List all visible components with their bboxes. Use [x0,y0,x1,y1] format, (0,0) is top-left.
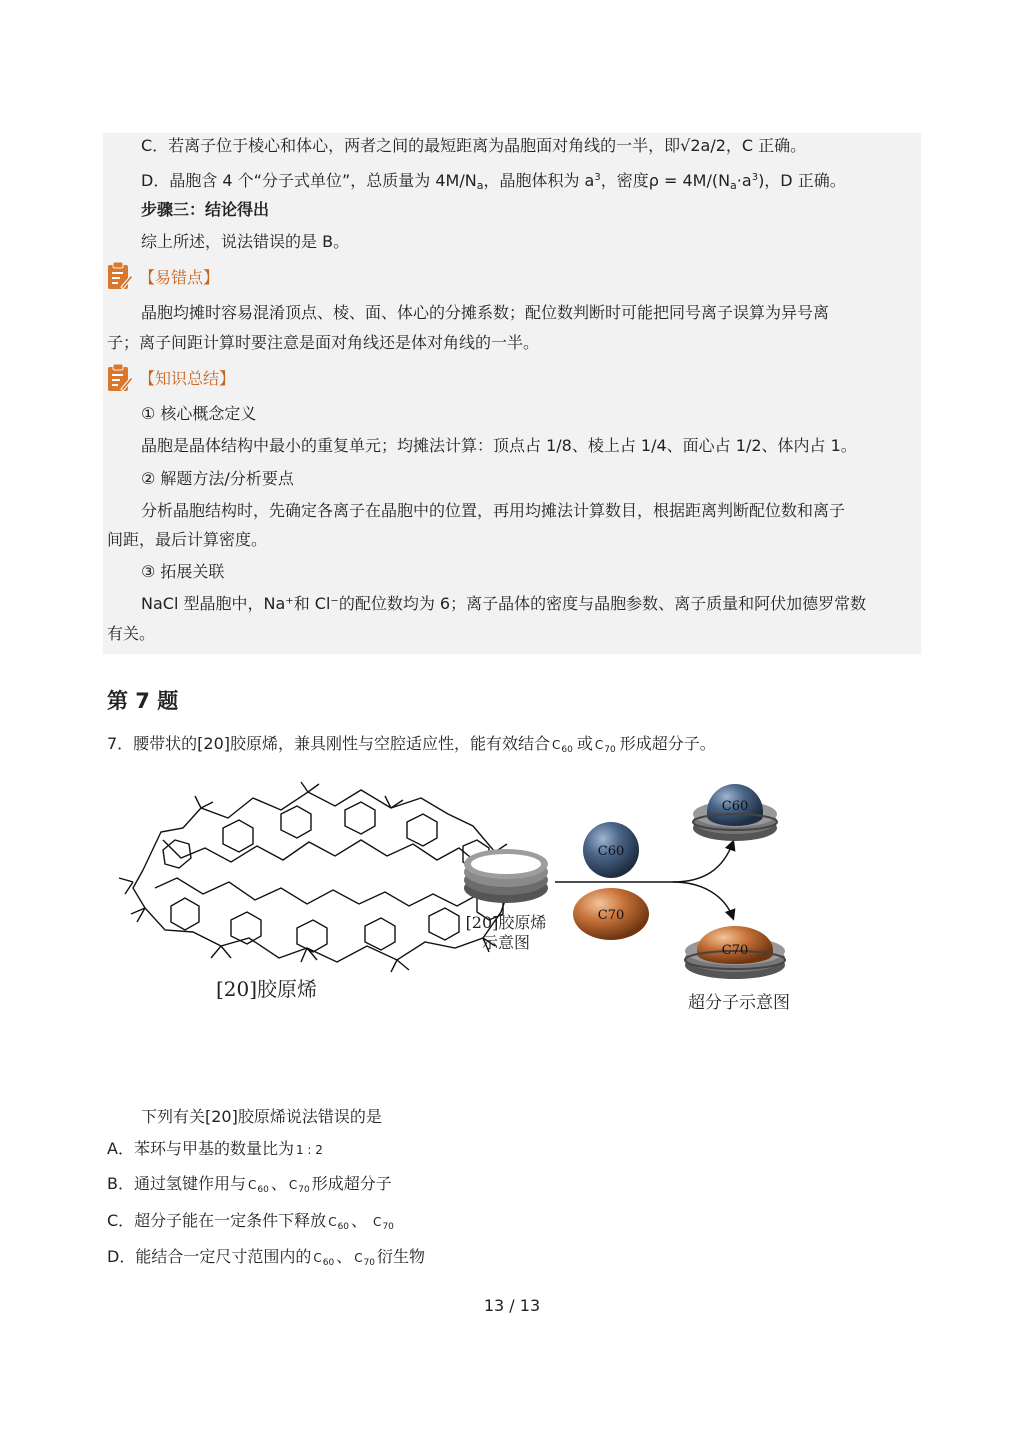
collarene-figure [103,770,833,1025]
option-a: A．苯环与甲基的数量比为 1 : 2 [107,1139,323,1158]
option-c: C．超分子能在一定条件下释放 C60 、 C70 [107,1211,394,1232]
svg-text:C60: C60 [721,799,749,814]
ring-caption-line-1: [20]胶原烯 [465,913,547,932]
pitfall-line-2: 子；离子间距计算时要注意是面对角线还是体对角线的一半。 [107,333,540,352]
question-title: 第 7 题 [107,689,179,713]
option-b: B．通过氢键作用与 C60 、 C70 形成超分子 [107,1174,392,1195]
arrow-to-c70-complex [673,882,733,918]
question-stem: 7．腰带状的[20]胶原烯，兼具刚性与空腔适应性，能有效结合 C60 或 C70 形成超分子。 [107,734,716,755]
option-d-analysis: D．晶胞含 4 个“分子式单位”，总质量为 $4M/N_a$，晶胞体积为 $a^3$，密度$\rho = 4M/(N_a\cdot a^3)$，D 正确。 [141,171,846,192]
pitfall-line-1: 晶胞均摊时容易混淆顶点、棱、面、体心的分摊系数；配位数判断时可能把同号离子误算为异号离 [141,303,830,322]
c70-ball-label: C70 [597,908,625,923]
conclusion-text: 综上所述，说法错误的是 B。 [141,232,350,251]
step3-title: 步骤三：结论得出 [141,200,270,219]
page-number: 13 / 13 [483,1296,541,1315]
clipboard-edit-icon [106,261,134,291]
svg-text:C70: C70 [721,943,749,958]
question-prompt: 下列有关[20]胶原烯说法错误的是 [141,1107,382,1126]
summary-paragraph-1: 晶胞是晶体结构中最小的重复单元；均摊法计算：顶点占 1/8、棱上占 1/4、面心占 1/2、体内占 1。 [141,436,857,455]
summary-label: 【知识总结】 [139,369,236,388]
collarene-caption: [20]胶原烯 [216,977,318,1001]
collarene-ring-schematic [464,849,548,903]
summary-heading-2: ② 解题方法/分析要点 [141,469,294,488]
summary-heading-1: ① 核心概念定义 [141,404,257,423]
summary-paragraph-2-line-1: 分析晶胞结构时，先确定各离子在晶胞中的位置，再用均摊法计算数目，根据距离判断配位数和离子 [141,501,846,520]
c60-ball-label: C60 [597,844,625,859]
summary-heading-3: ③ 拓展关联 [141,562,225,581]
supramolecule-caption: 超分子示意图 [688,993,790,1013]
summary-paragraph-3-line-2: 有关。 [107,624,156,643]
c70-supramolecule [685,926,785,979]
arrow-to-c60-complex [555,842,733,882]
pitfall-label: 【易错点】 [139,268,220,287]
summary-paragraph-3-line-1: NaCl 型晶胞中，Na⁺和 Cl⁻的配位数均为 6；离子晶体的密度与晶胞参数、离子质量和阿伏加德罗常数 [141,594,867,613]
ring-caption-line-2: 示意图 [481,933,531,952]
c60-supramolecule [693,784,777,841]
collarene-structure-drawing [119,782,525,972]
summary-paragraph-2-line-2: 间距，最后计算密度。 [107,530,268,549]
option-c-analysis: C．若离子位于棱心和体心，两者之间的最短距离为晶胞面对角线的一半，即√2a/2，C 正确。 [141,136,807,155]
option-d: D．能结合一定尺寸范围内的 C60 、 C70 衍生物 [107,1247,426,1268]
clipboard-edit-icon [106,363,134,393]
